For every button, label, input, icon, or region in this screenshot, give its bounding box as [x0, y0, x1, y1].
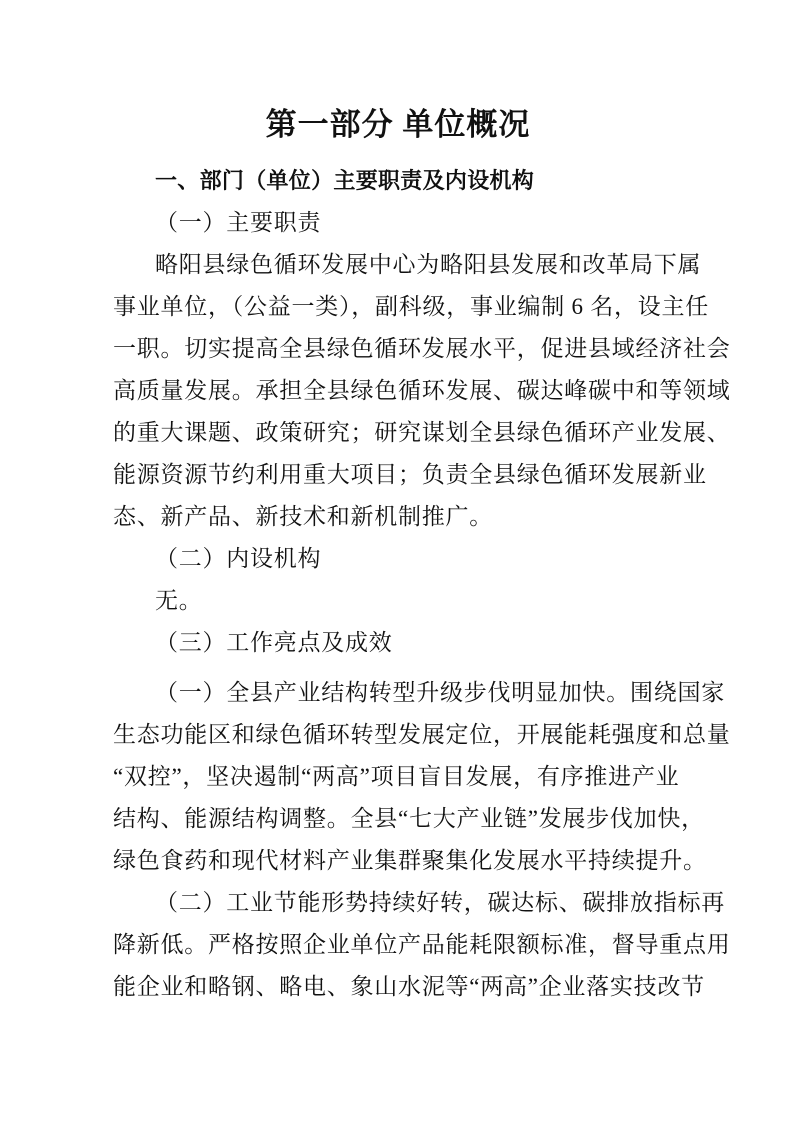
body-line: 能源资源节约利用重大项目；负责全县绿色循环发展新业: [113, 462, 707, 487]
section-heading-1: 一、部门（单位）主要职责及内设机构: [155, 168, 535, 193]
body-line: 态、新产品、新技术和新机制推广。: [113, 504, 493, 529]
doc-title: 第一部分 单位概况: [265, 107, 531, 142]
body-line: 绿色食药和现代材料产业集群聚集化发展水平持续提升。: [113, 848, 707, 873]
body-line: 一职。切实提高全县绿色循环发展水平，促进县域经济社会: [113, 336, 731, 361]
subsection-heading-duties: （一）主要职责: [155, 210, 322, 235]
body-line: 结构、能源结构调整。全县“七大产业链”发展步伐加快，: [113, 806, 705, 831]
body-line: 降新低。严格按照企业单位产品能耗限额标准，督导重点用: [113, 932, 731, 957]
body-line: 能企业和略钢、略电、象山水泥等“两高”企业落实技改节: [113, 974, 705, 999]
body-line: 的重大课题、政策研究；研究谋划全县绿色循环产业发展、: [113, 420, 731, 445]
body-line: （二）工业节能形势持续好转，碳达标、碳排放指标再: [155, 890, 725, 915]
body-line: 高质量发展。承担全县绿色循环发展、碳达峰碳中和等领域: [113, 378, 731, 403]
body-line: 略阳县绿色循环发展中心为略阳县发展和改革局下属: [155, 252, 702, 277]
body-line: “双控”，坚决遏制“两高”项目盲目发展，有序推进产业: [113, 764, 680, 789]
subsection-heading-internal-org: （二）内设机构: [155, 546, 322, 571]
body-line: 事业单位，（公益一类），副科级，事业编制 6 名，设主任: [113, 294, 709, 319]
body-line: （一）全县产业结构转型升级步伐明显加快。围绕国家: [155, 680, 725, 705]
body-line-none: 无。: [155, 588, 203, 613]
subsection-heading-highlights: （三）工作亮点及成效: [155, 630, 393, 655]
body-line: 生态功能区和绿色循环转型发展定位，开展能耗强度和总量: [113, 722, 731, 747]
